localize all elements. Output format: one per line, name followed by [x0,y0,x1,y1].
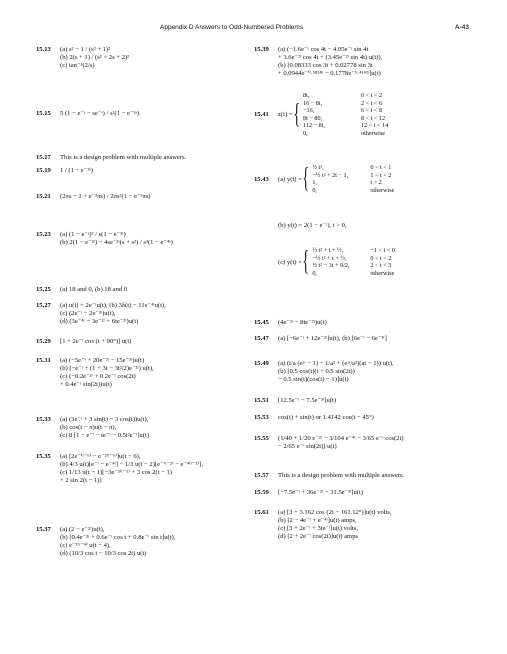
answer-item [36,526,175,558]
answer-line: 15.13 (a) s² − 1 / (s² + 1)² [36,46,111,53]
answer-line: 15.29 [1 + 2e⁻ᵗ cos (t + 90°)] u(t) [36,338,132,345]
answer-line: (b) 4/3 u(t)[e⁻ᵗ − e⁻⁴ᵗ] − 1/3 u(t − 2)[e⁻⁽ᵗ⁻²⁾ − e⁻⁴⁽ᵗ⁻²⁾], [60,461,203,468]
answer-item [36,167,93,175]
answer-line: 15.51 [12.5e⁻ᵗ − 7.5e⁻³ᵗ]u(t) [254,397,337,404]
answer-item [254,360,394,384]
problem-number: 15.55 [254,435,269,442]
case-condition: 0 < t < 2 [370,254,392,262]
answer-line: 15.27 (a) u(t) + 2e⁻ᵗu(t), (b) 3δ(t) − 11e⁻⁴ᵗu(t), [36,302,166,309]
answer-line: (b) 2(1 − e⁻²ˢ) − 4se⁻²ˢ(s + s²) / s³(1 − e⁻⁴ˢ) [60,239,173,246]
case-condition: 6 < t < 8 [360,107,383,115]
answer-item [254,46,382,78]
answer-item [36,286,127,294]
case-expression: −½ t² + t + ½, [312,254,347,262]
answer-line: 15.61 (a) [3 + 3.162 cos (2t − 161.12°)]u(t) volts, [254,509,392,516]
answer-item [254,335,387,343]
answer-line: 15.47 (a) [−6e⁻ᵗ + 12e⁻²ᵗ]u(t), (b) [6e⁻ᵗ − 6e⁻³ᵗ] [254,335,387,342]
case-row [303,115,423,123]
answer-item [36,357,154,389]
answer-line: + 3.6e⁻²ᵗ cos 4t + (3.45e⁻²ᵗ sin 4t) u(t)), [278,54,383,61]
answer-item [254,247,432,277]
answer-line: − 2/65 e⁻ᵗ sin(2t)) u(t) [278,443,337,450]
case-condition: otherwise [370,186,395,194]
problem-number: 15.45 [254,319,269,326]
answer-item [36,416,149,440]
answer-item [36,110,139,118]
case-expression: ½ t² + t + ½, [312,247,344,254]
case-row [312,270,432,278]
answer-line: (b) cos(t − π)u(t − π), [60,424,117,431]
answer-item [254,414,374,422]
case-condition: otherwise [360,129,386,137]
piecewise-brace: { [302,246,309,278]
answer-line: 15.53 cos(t) + sin(t) or 1.4142 cos(t − 45°) [254,414,374,421]
answer-line: 15.25 (a) 18 and 0, (b) 18 and 0 [36,286,128,293]
case-expression: −½ t² + 2t − 1, [312,171,349,179]
case-row [303,130,423,138]
case-expression: 0, [302,129,308,137]
piecewise-cases [312,164,432,194]
answer-line: (b) [0.5 cos(t)(t + 0.5 sin(2t)) [278,368,355,375]
answer-item [36,302,166,326]
problem-number: 15.47 [254,335,269,342]
answer-line: (c) y(t) = [278,258,302,266]
case-condition: −1 < t < 0 [370,247,395,254]
answer-line: (b) y(t) = 2(1 − e⁻ᵗ), t > 0, [278,222,347,229]
answer-line: (b) [0.08333 cos 3t + 0.02778 sin 3t [278,62,373,69]
case-expression: 0, [312,269,317,277]
case-row [312,262,432,270]
answer-line: + 0.4e⁻ᵗ sin(2t))u(t) [60,381,112,388]
answer-line: 15.19 1 / (1 − e⁻²ˢ) [36,167,93,174]
problem-number: 15.41 [254,111,269,119]
case-condition: 2 < t < 3 [370,262,392,270]
case-expression: 8t, [302,92,310,99]
answer-line: 15.35 (a) [2e⁻⁽ᵗ⁻⁶⁾ − e⁻²⁽ᵗ⁻⁶⁾]u(t − 6), [36,453,141,460]
answer-line: 15.59 [−7.5e⁻ᵗ + 36e⁻²ᵗ − 31.5e⁻³ᵗ]u(t) [254,489,363,496]
answer-line: (d) [2 + 2e⁻ᵗ cos(2t)]u(t) amps [278,533,359,540]
answer-item [254,397,336,405]
problem-number: 15.61 [254,509,269,516]
answer-item [254,435,404,451]
case-expression: ½ t² − 3t + 9/2, [312,262,350,270]
answer-item [254,319,327,327]
problem-number: 15.31 [36,357,51,364]
case-row [312,172,432,180]
case-condition: 2 < t < 6 [360,99,383,107]
problem-number: 15.27 [36,302,51,309]
case-row [303,92,423,100]
answer-line: 15.55 (1/40 + 1/20 e⁻²ᵗ − 3/104 e⁻⁴ᵗ − 3/65 e⁻ᵗ cos(2t) [254,435,404,442]
piecewise-brace: { [302,163,309,195]
case-row [303,100,423,108]
case-condition: otherwise [370,269,395,277]
answer-line: (c) [3 + 2e⁻ᵗ + 3te⁻ᵗ]u(t) volts, [278,525,359,532]
case-row [312,187,432,195]
problem-number: 15.23 [36,231,51,238]
answer-line: 15.49 (a) (t/a (eᵃᵗ − 1) − 1/a² + (eᵃᵗ/a²)(at − 1)) u(t), [254,360,394,367]
problem-number: 15.21 [36,193,51,200]
page-number: A-43 [454,24,469,31]
answer-line: z(t) = [278,111,293,119]
problem-number: 15.17 [36,154,51,161]
answer-line: (c) (−0.2e⁻²ᵗ + 0.2e⁻ᵗ cos(2t) [60,373,136,380]
problem-number: 15.13 [36,46,51,53]
answer-line: (d) (10/3 cos t − 10/3 cos 2t) u(t) [60,550,147,557]
piecewise-cases [312,247,432,277]
answer-item [36,46,129,70]
piecewise-brace: { [292,98,300,130]
answer-line: 15.15 5 (1 − e⁻ˢ − se⁻ˢ) / s²(1 − e⁻⁵ˢ) [36,110,140,117]
answer-line: 15.21 (2πs − 1 + e⁻²πs) / 2πs²(1 − e⁻²πs) [36,193,151,200]
answer-line: 15.17 This is a design problem with multiple answers. [36,154,187,161]
problem-number: 15.49 [254,360,269,367]
problem-number: 15.39 [254,46,269,53]
case-row [312,179,432,187]
problem-number: 15.53 [254,414,269,421]
case-expression: −16, [302,107,315,115]
answer-line: (b) 2(s + 1) / (s² + 2s + 2)² [60,54,130,61]
answer-line: 15.39 (a) (−1.6e⁻ᵗ cos 4t − 4.05e⁻ᵗ sin 4t [254,46,369,53]
answer-line: 15.31 (a) (−5e⁻ᵗ + 20e⁻²ᵗ − 15e⁻³ᵗ)u(t) [36,357,145,364]
case-row [312,247,432,255]
case-expression: 8t − 80, [302,114,323,122]
case-expression: 16 − 8t, [302,99,323,107]
answer-line: (b) (−e⁻ᵗ + (1 + 3t − 3t²/2)e⁻²ᵗ) u(t), [60,365,154,372]
answer-line: (b) [2 − 4e⁻ᵗ + e⁻⁴ᵗ]u(t) amps, [278,517,357,524]
answer-line: (c) 1/13 u(t − 1)[−3e⁻³⁽ᵗ⁻¹⁾ + 3 cos 2(t − 1) [60,469,172,476]
problem-number: 15.37 [36,526,51,533]
case-condition: 1 < t < 2 [370,171,392,179]
problem-number: 15.59 [254,489,269,496]
answer-item [36,231,173,247]
answer-line: + 0.0944e⁻⁰·⁵⁸⁵⁸ᵗ − 0.1778e⁻⁵·⁴¹⁴²ᵗ]u(t) [278,70,381,77]
case-expression: 1, [312,179,317,187]
answer-line: 15.37 (a) (2 − e⁻²ᵗ)u(t), [36,526,105,533]
case-row [312,255,432,263]
running-header-title: Appendix D Answers to Odd-Numbered Problems [160,24,304,31]
problem-number: 15.19 [36,167,51,174]
answer-line: (d) (3e⁻⁴ᵗ − 3e⁻²ᵗ + 6te⁻²ᵗ)u(t) [60,318,139,325]
answer-line: (b) [0.4e⁻³ᵗ + 0.6e⁻ᵗ cos t + 0.8e⁻ᵗ sin t]u(t), [60,534,176,541]
answer-line: (a) y(t) = [278,175,302,183]
case-condition: t > 2 [370,179,382,187]
answer-line: 15.33 (a) (3e⁻ᵗ + 3 sin(t) − 3 cos(t))u(t), [36,416,149,423]
case-row [312,164,432,172]
answer-item [36,154,186,162]
answer-line: (c) e⁻²⁽ᵗ⁻⁴⁾ u(t − 4), [60,542,111,549]
answer-line: + 2 sin 2(t − 1)] [60,477,102,484]
problem-number: 15.25 [36,286,51,293]
answer-line: (c) 8 [1 − e⁻ᵗ − te⁻ᵗ − 0.5t²e⁻ᵗ]u(t) [60,432,150,439]
problem-number: 15.33 [36,416,51,423]
case-condition: 12 < t < 14 [360,122,389,130]
answer-item [36,453,203,485]
case-row [303,122,423,130]
problem-number: 15.15 [36,110,51,117]
answer-item [36,338,131,346]
problem-number: 15.43 [254,175,269,183]
answer-item [36,193,150,201]
answer-item [254,489,363,497]
case-condition: 0 < t < 2 [360,92,383,99]
answer-line: 15.57 This is a design problem with multiple answers. [254,472,405,479]
answer-item [254,509,392,541]
problem-number: 15.29 [36,338,51,345]
case-condition: 8 < t < 12 [360,114,386,122]
answer-line: (c) tan⁻¹(2/s) [60,62,95,69]
answer-item [254,222,347,230]
piecewise-cases [303,92,423,138]
problem-number: 15.51 [254,397,269,404]
answer-line: 15.23 (a) (1 − e⁻ˢ)² / s(1 − e⁻²ˢ) [36,231,126,238]
problem-number: 15.57 [254,472,269,479]
problem-number: 15.35 [36,453,51,460]
case-expression: 0, [312,186,317,194]
answer-line: (c) (2e⁻ᵗ − 2e⁻³ᵗ)u(t), [60,310,116,317]
answer-line: − 0.5 sin(t)(cos(t) − 1)]u(t) [278,376,349,383]
answer-item [254,472,404,480]
case-expression: ½ t², [312,164,324,171]
case-row [303,107,423,115]
answer-item [254,92,423,138]
answer-line: 15.45 (4e⁻²ᵗ − 8te⁻²ᵗ)u(t) [254,319,327,326]
answer-item [254,164,432,194]
case-condition: 0 < t < 1 [370,164,392,171]
case-expression: 112 − 8t, [302,122,325,130]
